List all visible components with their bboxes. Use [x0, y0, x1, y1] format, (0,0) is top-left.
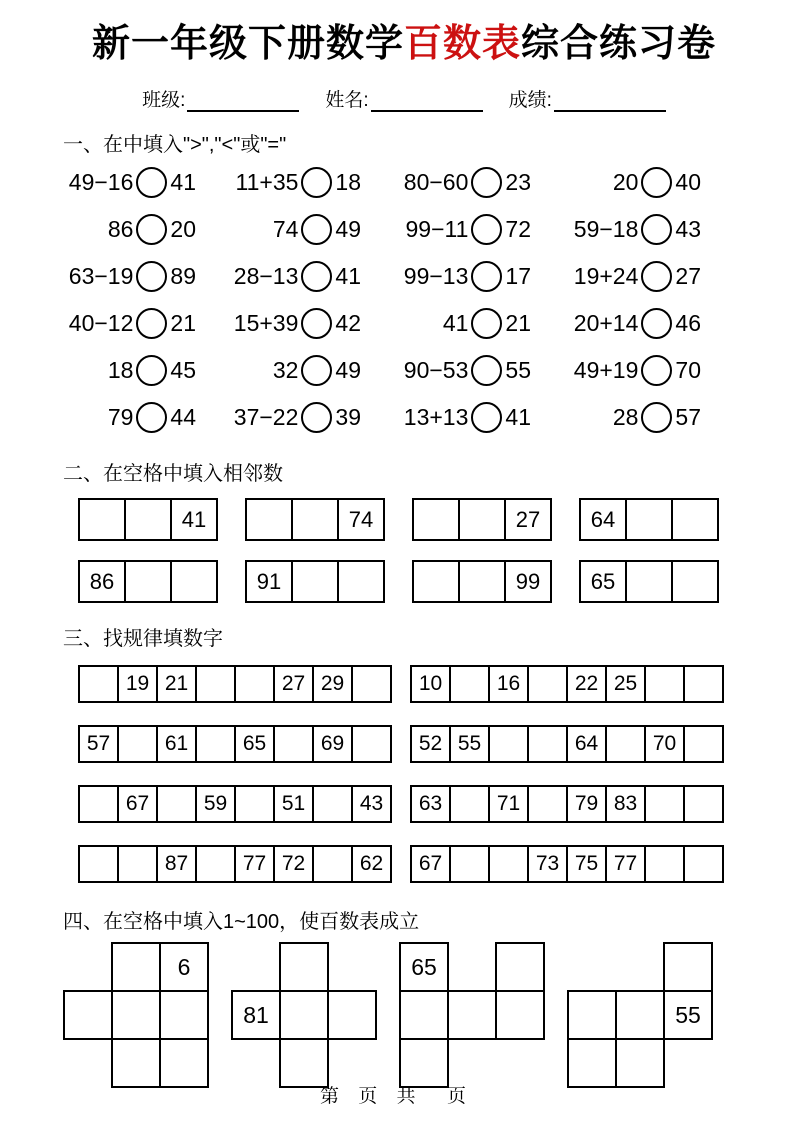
neighbor-strip [412, 498, 552, 541]
compare-problem [63, 347, 196, 394]
answer-circle[interactable] [136, 167, 167, 198]
sequence-cell-empty[interactable] [605, 725, 646, 763]
sequence-cell-filled: 29 [312, 665, 353, 703]
compare-problem [531, 159, 701, 206]
left-operand: 49+19 [573, 357, 639, 383]
answer-circle[interactable] [471, 167, 502, 198]
answer-circle[interactable] [471, 308, 502, 339]
sequence-cell-filled: 77 [234, 845, 275, 883]
strip-cell-filled: 64 [579, 498, 627, 541]
left-operand: 49−16 [68, 169, 134, 195]
section-three-heading: 三、找规律填数字 [63, 628, 223, 650]
sequence-cell-empty[interactable] [527, 725, 568, 763]
score-field [509, 85, 666, 112]
sequence-cell-empty[interactable] [117, 845, 158, 883]
neighbor-row [78, 498, 745, 541]
shape-cell-empty[interactable] [615, 990, 665, 1040]
left-operand: 32 [272, 357, 299, 383]
right-operand: 43 [675, 216, 701, 242]
sequence-row [78, 725, 745, 763]
right-operand: 21 [170, 310, 196, 336]
sequence-cell-filled: 65 [234, 725, 275, 763]
shape-cell-filled: 81 [231, 990, 281, 1040]
strip-cell-filled: 65 [579, 560, 627, 603]
right-operand: 23 [505, 169, 531, 195]
compare-problem [196, 347, 361, 394]
strip-cell-empty[interactable] [625, 498, 673, 541]
sequence-grid [410, 665, 724, 703]
sequence-cell-filled: 75 [566, 845, 607, 883]
left-operand: 99−11 [405, 216, 469, 242]
strip-cell-empty[interactable] [412, 498, 460, 541]
answer-circle[interactable] [136, 402, 167, 433]
sequence-cell-filled: 73 [527, 845, 568, 883]
strip-cell-empty[interactable] [412, 560, 460, 603]
strip-cell-empty[interactable] [671, 560, 719, 603]
right-operand: 41 [335, 263, 361, 289]
shape-row [63, 942, 207, 992]
class-label: 班级: [142, 90, 186, 111]
left-operand: 86 [107, 216, 134, 242]
sequence-cell-empty[interactable] [449, 845, 490, 883]
sequence-cell-filled: 69 [312, 725, 353, 763]
answer-circle[interactable] [641, 308, 672, 339]
compare-problem [361, 300, 531, 347]
sequence-cell-filled: 61 [156, 725, 197, 763]
shape-cell-filled: 6 [159, 942, 209, 992]
shape-row [231, 942, 375, 992]
left-operand: 74 [272, 216, 299, 242]
neighbor-strip [78, 498, 218, 541]
shape-cell-empty[interactable] [399, 990, 449, 1040]
sequence-cell-empty[interactable] [527, 785, 568, 823]
sequence-cell-filled: 55 [449, 725, 490, 763]
right-operand: 41 [505, 404, 531, 430]
compare-problem [196, 300, 361, 347]
strip-cell-filled: 91 [245, 560, 293, 603]
compare-problem [63, 253, 196, 300]
sequence-cell-filled: 67 [117, 785, 158, 823]
compare-problem [196, 159, 361, 206]
sequence-cell-empty[interactable] [644, 785, 685, 823]
answer-circle[interactable] [641, 402, 672, 433]
neighbor-row [78, 560, 745, 603]
answer-circle[interactable] [641, 355, 672, 386]
neighbor-strip [579, 560, 719, 603]
title-suffix: 综合练习卷 [521, 23, 717, 65]
right-operand: 42 [335, 310, 361, 336]
left-operand: 15+39 [233, 310, 299, 336]
answer-circle[interactable] [641, 214, 672, 245]
answer-circle[interactable] [136, 308, 167, 339]
sequence-cell-empty[interactable] [78, 665, 119, 703]
compare-problem [196, 394, 361, 441]
right-operand: 27 [675, 263, 701, 289]
sequence-cell-filled: 64 [566, 725, 607, 763]
neighbor-strip [579, 498, 719, 541]
title-highlight: 百数表 [403, 23, 521, 65]
left-operand: 18 [107, 357, 134, 383]
hundred-chart-shape [567, 942, 711, 1086]
strip-cell-filled: 27 [504, 498, 552, 541]
sequence-cell-empty[interactable] [527, 665, 568, 703]
right-operand: 46 [675, 310, 701, 336]
answer-circle[interactable] [471, 355, 502, 386]
shape-cell-empty[interactable] [279, 942, 329, 992]
shape-row [567, 990, 711, 1040]
sequence-cell-filled: 16 [488, 665, 529, 703]
right-operand: 70 [675, 357, 701, 383]
sequence-cell-empty[interactable] [351, 725, 392, 763]
shape-cell-empty[interactable] [111, 990, 161, 1040]
left-operand: 28 [612, 404, 639, 430]
answer-circle[interactable] [301, 167, 332, 198]
sequence-rows [63, 665, 745, 883]
strip-cell-filled: 74 [337, 498, 385, 541]
compare-problem [531, 206, 701, 253]
left-operand: 90−53 [403, 357, 469, 383]
sequence-cell-empty[interactable] [449, 665, 490, 703]
shape-row [399, 942, 543, 992]
compare-problem [63, 159, 196, 206]
sequence-cell-filled: 62 [351, 845, 392, 883]
strip-cell-empty[interactable] [124, 498, 172, 541]
sequence-cell-filled: 72 [273, 845, 314, 883]
sequence-cell-empty[interactable] [683, 665, 724, 703]
section-two-heading: 二、在空格中填入相邻数 [63, 463, 283, 485]
strip-cell-empty[interactable] [78, 498, 126, 541]
strip-cell-filled: 86 [78, 560, 126, 603]
compare-problem [361, 347, 531, 394]
right-operand: 18 [335, 169, 361, 195]
left-operand: 28−13 [233, 263, 299, 289]
sequence-cell-empty[interactable] [644, 845, 685, 883]
shape-cell-empty[interactable] [567, 990, 617, 1040]
strip-cell-empty[interactable] [625, 560, 673, 603]
sequence-cell-filled: 43 [351, 785, 392, 823]
sequence-grid [78, 845, 392, 883]
answer-circle[interactable] [301, 214, 332, 245]
sequence-cell-empty[interactable] [312, 785, 353, 823]
answer-circle[interactable] [136, 261, 167, 292]
sequence-cell-filled: 52 [410, 725, 451, 763]
strip-cell-empty[interactable] [124, 560, 172, 603]
strip-cell-empty[interactable] [291, 498, 339, 541]
right-operand: 20 [170, 216, 196, 242]
left-operand: 20+14 [573, 310, 639, 336]
left-operand: 19+24 [573, 263, 639, 289]
compare-problem [531, 394, 701, 441]
title-prefix: 新一年级下册数学 [91, 23, 404, 65]
sequence-cell-filled: 10 [410, 665, 451, 703]
sequence-cell-filled: 79 [566, 785, 607, 823]
score-label: 成绩: [508, 90, 552, 111]
name-field [325, 85, 482, 112]
answer-circle[interactable] [471, 261, 502, 292]
sequence-cell-empty[interactable] [117, 725, 158, 763]
hundred-chart-shape [231, 942, 375, 1086]
left-operand: 63−19 [68, 263, 134, 289]
answer-circle[interactable] [301, 308, 332, 339]
sequence-cell-empty[interactable] [312, 845, 353, 883]
strip-cell-filled: 99 [504, 560, 552, 603]
compare-problem [196, 253, 361, 300]
name-blank[interactable] [371, 94, 483, 112]
section-one-heading: 一、在中填入">","<"或"=" [63, 134, 287, 156]
sequence-cell-filled: 51 [273, 785, 314, 823]
left-operand: 80−60 [403, 169, 469, 195]
sequence-cell-filled: 67 [410, 845, 451, 883]
shape-row [567, 942, 711, 992]
sequence-cell-filled: 83 [605, 785, 646, 823]
sequence-cell-filled: 22 [566, 665, 607, 703]
shape-cell-filled: 55 [663, 990, 713, 1040]
section-four-heading: 四、在空格中填入1~100，使百数表成立 [63, 911, 420, 933]
shape-cell-empty[interactable] [663, 942, 713, 992]
sequence-cell-empty[interactable] [273, 725, 314, 763]
neighbor-strip [245, 560, 385, 603]
sequence-cell-filled: 63 [410, 785, 451, 823]
right-operand: 39 [335, 404, 361, 430]
left-operand: 40−12 [68, 310, 134, 336]
sequence-cell-empty[interactable] [156, 785, 197, 823]
sequence-cell-filled: 57 [78, 725, 119, 763]
compare-grid [63, 159, 745, 441]
right-operand: 49 [335, 357, 361, 383]
sequence-cell-empty[interactable] [234, 785, 275, 823]
left-operand: 37−22 [233, 404, 299, 430]
compare-problem [196, 206, 361, 253]
sequence-cell-empty[interactable] [683, 725, 724, 763]
strip-cell-empty[interactable] [291, 560, 339, 603]
sequence-row [78, 845, 745, 883]
neighbor-rows [63, 498, 745, 603]
header-fields [63, 85, 745, 112]
compare-problem [361, 394, 531, 441]
sequence-cell-empty[interactable] [449, 785, 490, 823]
right-operand: 44 [170, 404, 196, 430]
page-title [63, 12, 745, 67]
neighbor-strip [78, 560, 218, 603]
compare-problem [531, 347, 701, 394]
sequence-cell-filled: 27 [273, 665, 314, 703]
sequence-cell-empty[interactable] [683, 845, 724, 883]
sequence-cell-filled: 77 [605, 845, 646, 883]
page-footer: 第 页 共 页 [319, 1086, 474, 1107]
class-field [142, 85, 299, 112]
compare-problem [361, 253, 531, 300]
right-operand: 21 [505, 310, 531, 336]
shape-row [231, 990, 375, 1040]
sequence-cell-filled: 25 [605, 665, 646, 703]
neighbor-strip [412, 560, 552, 603]
answer-circle[interactable] [136, 214, 167, 245]
shape-cell-empty[interactable] [495, 942, 545, 992]
left-operand: 59−18 [573, 216, 639, 242]
shape-cell-empty[interactable] [279, 990, 329, 1040]
neighbor-strip [245, 498, 385, 541]
answer-circle[interactable] [301, 402, 332, 433]
left-operand: 11+35 [235, 169, 299, 195]
sequence-cell-empty[interactable] [234, 665, 275, 703]
right-operand: 49 [335, 216, 361, 242]
compare-problem [361, 159, 531, 206]
shape-cell-empty[interactable] [159, 990, 209, 1040]
shape-row [399, 990, 543, 1040]
left-operand: 99−13 [403, 263, 469, 289]
left-operand: 13+13 [403, 404, 469, 430]
score-blank[interactable] [554, 94, 666, 112]
answer-circle[interactable] [641, 261, 672, 292]
right-operand: 41 [170, 169, 196, 195]
sequence-cell-filled: 19 [117, 665, 158, 703]
sequence-cell-empty[interactable] [488, 845, 529, 883]
sequence-cell-filled: 59 [195, 785, 236, 823]
sequence-grid [78, 785, 392, 823]
shape-cell-empty[interactable] [111, 942, 161, 992]
answer-circle[interactable] [471, 402, 502, 433]
hundred-chart-shapes [63, 942, 745, 1086]
shape-cell-empty[interactable] [63, 990, 113, 1040]
sequence-cell-filled: 87 [156, 845, 197, 883]
hundred-chart-shape [63, 942, 207, 1086]
sequence-grid [78, 725, 392, 763]
sequence-cell-filled: 70 [644, 725, 685, 763]
compare-problem [531, 300, 701, 347]
sequence-cell-filled: 21 [156, 665, 197, 703]
shape-cell-empty[interactable] [447, 990, 497, 1040]
strip-cell-empty[interactable] [458, 560, 506, 603]
shape-cell-filled: 65 [399, 942, 449, 992]
right-operand: 57 [675, 404, 701, 430]
shape-row [63, 990, 207, 1040]
answer-circle[interactable] [301, 355, 332, 386]
right-operand: 72 [505, 216, 531, 242]
hundred-chart-shape [399, 942, 543, 1086]
left-operand: 20 [612, 169, 639, 195]
compare-problem [361, 206, 531, 253]
strip-cell-empty[interactable] [458, 498, 506, 541]
compare-problem [63, 394, 196, 441]
sequence-cell-empty[interactable] [488, 725, 529, 763]
sequence-cell-empty[interactable] [78, 845, 119, 883]
sequence-grid [78, 665, 392, 703]
strip-cell-empty[interactable] [337, 560, 385, 603]
sequence-cell-empty[interactable] [195, 725, 236, 763]
compare-problem [531, 253, 701, 300]
answer-circle[interactable] [471, 214, 502, 245]
sequence-cell-empty[interactable] [351, 665, 392, 703]
sequence-grid [410, 785, 724, 823]
sequence-row [78, 665, 745, 703]
class-blank[interactable] [187, 94, 299, 112]
strip-cell-empty[interactable] [170, 560, 218, 603]
left-operand: 41 [442, 310, 469, 336]
left-operand: 79 [107, 404, 134, 430]
sequence-row [78, 785, 745, 823]
answer-circle[interactable] [301, 261, 332, 292]
strip-cell-empty[interactable] [671, 498, 719, 541]
name-label: 姓名: [325, 90, 369, 111]
sequence-grid [410, 845, 724, 883]
sequence-cell-empty[interactable] [195, 845, 236, 883]
sequence-cell-empty[interactable] [683, 785, 724, 823]
sequence-cell-filled: 71 [488, 785, 529, 823]
answer-circle[interactable] [641, 167, 672, 198]
right-operand: 89 [170, 263, 196, 289]
shape-cell-empty[interactable] [327, 990, 377, 1040]
compare-problem [63, 206, 196, 253]
compare-problem [63, 300, 196, 347]
sequence-cell-empty[interactable] [644, 665, 685, 703]
right-operand: 45 [170, 357, 196, 383]
shape-cell-empty[interactable] [495, 990, 545, 1040]
strip-cell-empty[interactable] [245, 498, 293, 541]
right-operand: 40 [675, 169, 701, 195]
right-operand: 17 [505, 263, 531, 289]
strip-cell-filled: 41 [170, 498, 218, 541]
right-operand: 55 [505, 357, 531, 383]
sequence-cell-empty[interactable] [78, 785, 119, 823]
sequence-grid [410, 725, 724, 763]
sequence-cell-empty[interactable] [195, 665, 236, 703]
answer-circle[interactable] [136, 355, 167, 386]
